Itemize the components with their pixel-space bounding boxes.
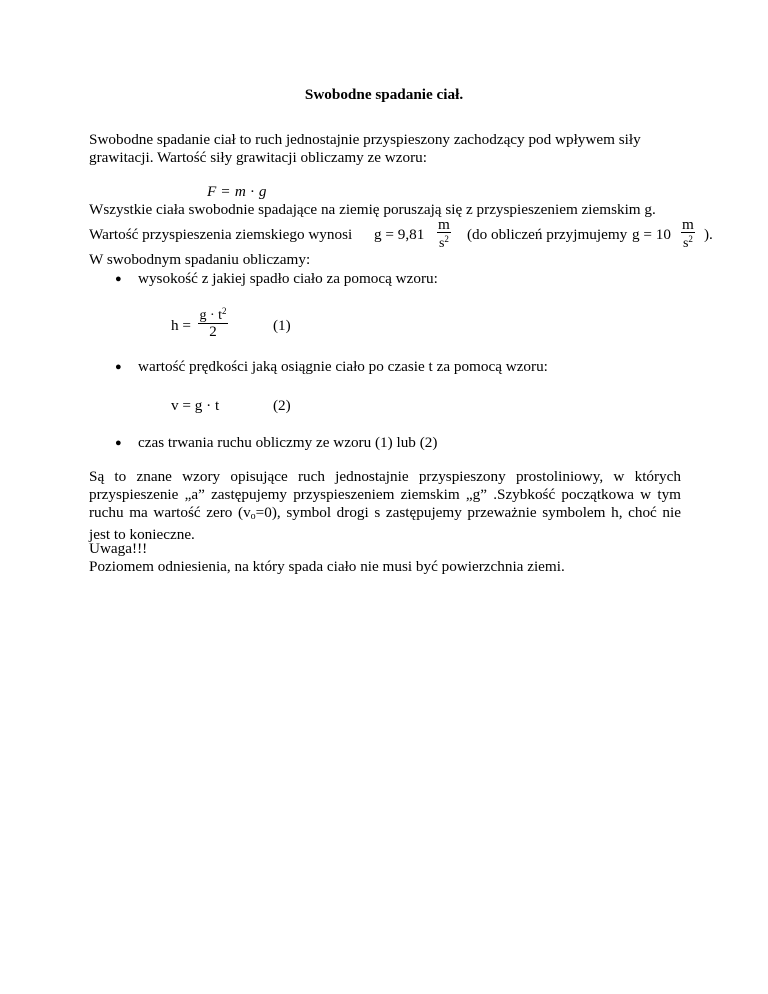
height-lhs: h =: [171, 317, 191, 334]
bullet-icon: ●: [115, 437, 122, 449]
force-symbol: F: [207, 183, 217, 200]
known-formulas-paragraph: Są to znane wzory opisujące ruch jednostajnie przyspieszony prostoliniowy, w których przyspieszenie „a” zastępujemy przyspieszeniem ziemskim „g” .Szybkość początkowa w tym ruchu ma wartość zero $(v_o=0)$, symbol drogi s zastępujemy przeważnie symbolem h, choć nie jest to konieczne.: [89, 468, 681, 543]
gravity-value-lead: Wartość przyspieszenia ziemskiego wynosi: [89, 226, 353, 243]
unit-fraction-2: [681, 218, 695, 250]
bullet-icon: ●: [115, 361, 122, 373]
formula-label-1: (1): [273, 317, 291, 334]
gravity-symbol: g: [258, 183, 267, 200]
subscript-o: o: [250, 511, 256, 522]
gravity-value-981: g = 9,81: [374, 226, 425, 243]
height-denominator: 2: [209, 324, 217, 340]
bullet-height: wysokość z jakiej spadło ciało za pomocą wzoru:: [138, 270, 438, 287]
free-fall-heading: W swobodnym spadaniu obliczamy:: [89, 251, 311, 268]
height-numerator: $g \cdot t^2$: [199, 306, 227, 323]
warning-text: Uwaga!!!: [89, 540, 148, 557]
unit-fraction-1: [437, 218, 451, 250]
mass-symbol: m: [234, 183, 246, 200]
height-fraction: [198, 304, 228, 341]
gravity-value-end: ).: [704, 226, 713, 243]
gravity-value-10: g = 10: [632, 226, 671, 243]
document-title: Swobodne spadanie ciał.: [304, 86, 464, 103]
unit-denominator-2: $s^2$: [682, 234, 693, 251]
multiply-dot: ·: [249, 183, 255, 200]
reference-level-paragraph: Poziomem odniesienia, na który spada ciało nie musi być powierzchnia ziemi.: [89, 558, 565, 575]
formula-label-2: (2): [273, 397, 291, 414]
gravity-value-mid: (do obliczeń przyjmujemy: [467, 226, 628, 243]
intro-paragraph: Swobodne spadanie ciał to ruch jednostajnie przyspieszony zachodzący pod wpływem siły grawitacji. Wartość siły grawitacji obliczamy ze wzoru:: [89, 131, 641, 166]
bullet-icon: ●: [115, 273, 122, 285]
equals-sign: =: [221, 183, 230, 200]
unit-numerator-1: m: [438, 216, 450, 233]
gravity-value-line: [89, 216, 713, 251]
force-formula: [207, 183, 266, 201]
bullet-time: czas trwania ruchu obliczmy ze wzoru (1) lub (2): [138, 434, 438, 451]
velocity-formula: v = g · t: [171, 397, 220, 414]
all-bodies-paragraph: Wszystkie ciała swobodnie spadające na ziemię poruszają się z przyspieszeniem ziemskim g.: [89, 201, 656, 218]
unit-numerator-2: m: [682, 216, 694, 233]
unit-denominator-1: $s^2$: [438, 234, 449, 251]
bullet-velocity: wartość prędkości jaką osiągnie ciało po czasie t za pomocą wzoru:: [138, 358, 548, 375]
